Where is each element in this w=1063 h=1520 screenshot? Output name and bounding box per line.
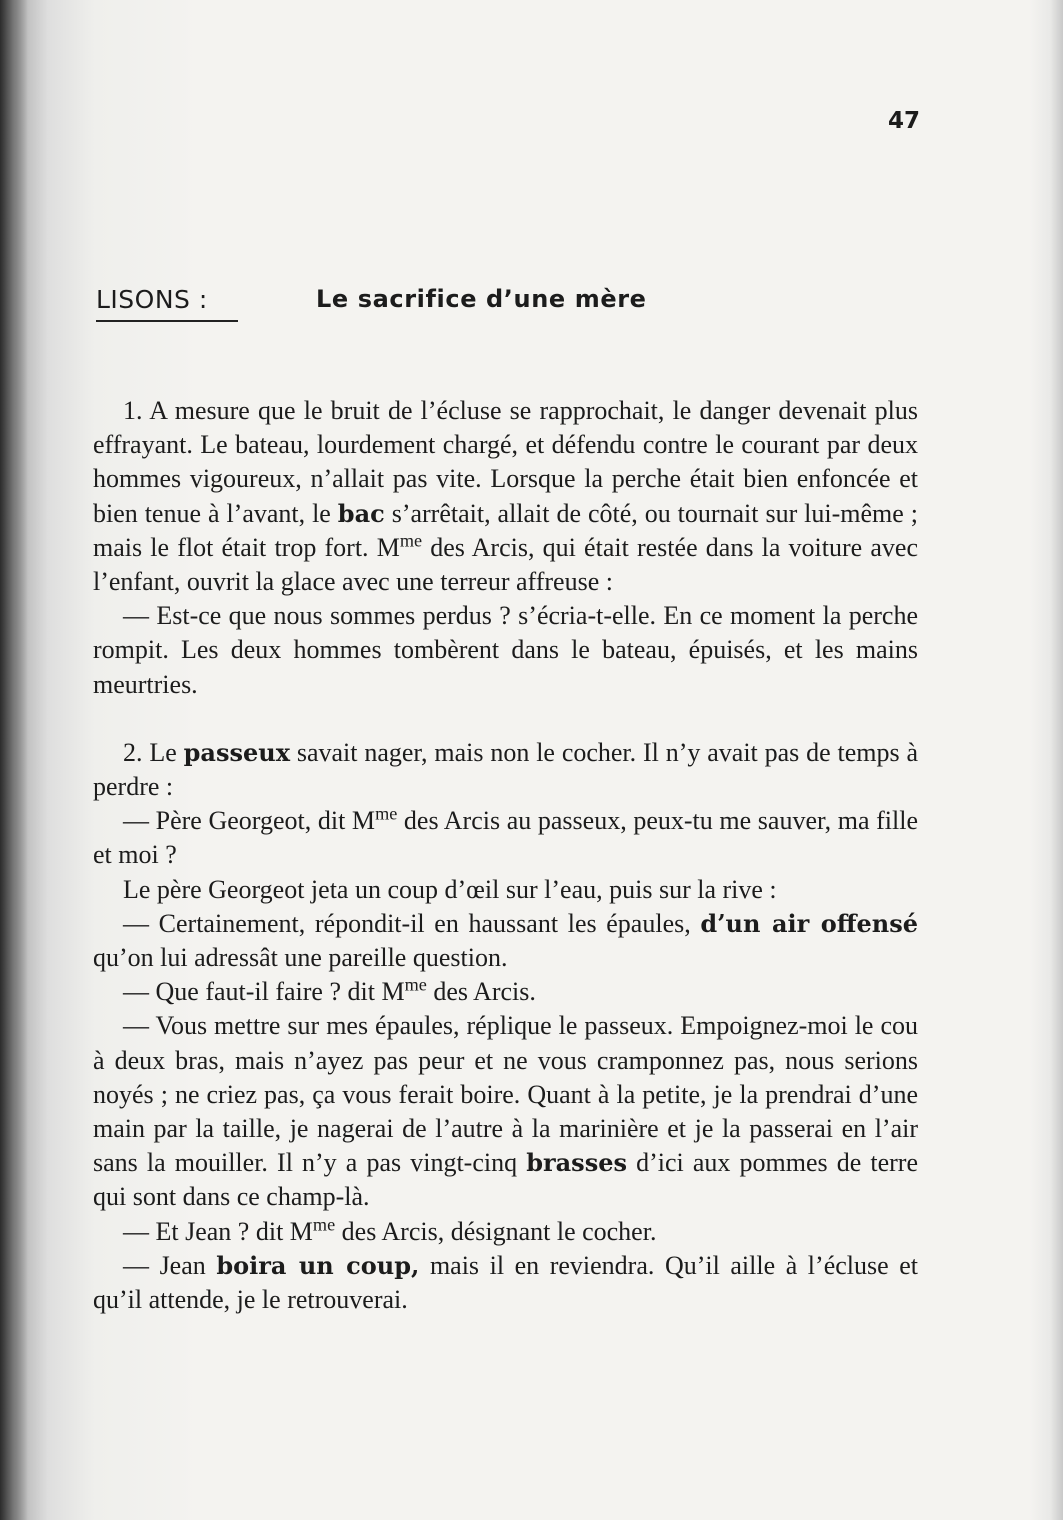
text-run: — Certainement, répondit-il en haussant les épaules,	[123, 908, 701, 938]
text-run: — Et Jean ? dit M	[123, 1216, 313, 1246]
superscript: me	[404, 974, 427, 995]
bold-term: passeux	[183, 737, 291, 767]
section-title: Le sacrifice d’une mère	[316, 285, 647, 313]
text-run: des Arcis, qui était restée dans la voiture avec l’enfant, ouvrit la glace avec une terreur affreuse :	[93, 532, 919, 597]
superscript: me	[399, 530, 423, 551]
paragraph	[93, 1009, 918, 1214]
bold-term: bac	[337, 498, 385, 528]
superscript: me	[312, 1214, 336, 1235]
text-run: d’ici aux pommes de terre qui sont dans ce champ-là.	[93, 1148, 918, 1212]
body-text	[93, 394, 918, 1317]
text-run: des Arcis.	[426, 977, 536, 1007]
text-run: 2. Le	[123, 737, 184, 767]
text-run: — Est-ce que nous sommes perdus ? s’écria-t-elle. En ce moment la perche rompit. Les deux hommes tombèrent dans le bateau, épuisés, et les mains meurtries.	[93, 601, 918, 699]
page-number: 47	[887, 108, 920, 134]
paragraph	[93, 975, 918, 1009]
text-run: des Arcis, désignant le cocher.	[335, 1216, 657, 1246]
bold-term: brasses	[526, 1148, 627, 1178]
text-run: — Jean	[123, 1250, 217, 1280]
superscript: me	[375, 803, 398, 824]
paragraph	[93, 394, 918, 599]
bold-term: boira un coup,	[216, 1250, 420, 1280]
paragraph	[93, 804, 918, 872]
paragraph	[93, 1215, 918, 1249]
paragraph	[93, 907, 918, 975]
text-run: 1. A mesure que le bruit de l’écluse se rapprochait, le danger devenait plus effrayant. Le bateau, lourdement chargé, et défendu contre le courant par deux hommes vigoureux, n’allait pas vite. Lorsque la perche était bien enfoncée et bien tenue à l’avant, le	[93, 396, 918, 528]
paragraph	[93, 599, 918, 702]
paragraph	[93, 1249, 918, 1317]
text-run: Le père Georgeot jeta un coup d’œil sur l’eau, puis sur la rive :	[123, 874, 777, 904]
text-run: — Que faut-il faire ? dit M	[123, 977, 405, 1007]
paragraph	[93, 873, 918, 907]
section-label: LISONS :	[96, 285, 208, 314]
text-run: — Vous mettre sur mes épaules, réplique le passeux. Empoignez-moi le cou à deux bras, mais n’ayez pas peur et ne vous cramponnez pas, nous serions noyés ; ne criez pas, ça vous ferait boire. Quant à la petite, je la prendrai d’une main par la taille, je nagerai de l’autre à la marinière et je la passerai en l’air sans la mouiller. Il n’y a pas vingt-cinq	[93, 1011, 918, 1178]
text-run: mais il en reviendra. Qu’il aille à l’écluse et qu’il attende, je le retrouverai.	[93, 1250, 918, 1315]
text-run: — Père Georgeot, dit M	[123, 806, 376, 836]
text-run: qu’on lui adressât une pareille question.	[93, 943, 508, 973]
binding-shadow	[0, 0, 28, 1520]
section-label-underline	[96, 320, 238, 322]
text-run: s’arrêtait, allait de côté, ou tournait sur lui-même ; mais le flot était trop fort. M	[93, 498, 918, 562]
bold-term: d’un air offensé	[700, 908, 919, 938]
text-run: des Arcis au passeux, peux-tu me sauver, ma fille et moi ?	[93, 806, 918, 870]
text-run: savait nager, mais non le cocher. Il n’y avait pas de temps à perdre :	[93, 737, 919, 802]
paragraph	[93, 736, 918, 804]
